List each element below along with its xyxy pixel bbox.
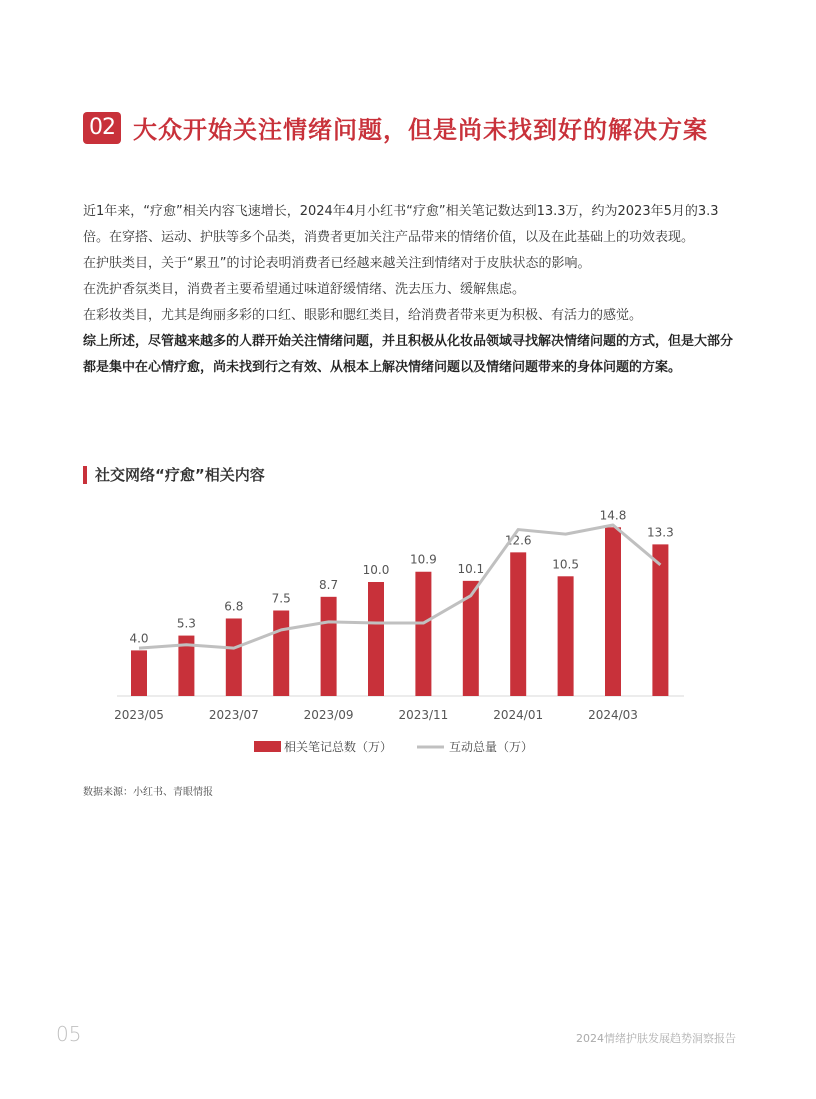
section-heading xyxy=(83,110,708,145)
bar-value-label: 5.3 xyxy=(176,616,196,631)
bar-value-label: 4.0 xyxy=(129,631,149,646)
conclusion-paragraph: 综上所述，尽管越来越多的人群开始关注情绪问题，并且积极从化妆品领域寻找解决情绪问题的方式，但是大部分都是集中在心情疗愈，尚未找到行之有效、从根本上解决情绪问题以及情绪问题带来的身体问题的方案。 xyxy=(83,334,734,375)
bar-value-label: 10.9 xyxy=(410,552,437,567)
bar xyxy=(605,527,621,696)
bar-value-label: 6.8 xyxy=(224,599,244,614)
paragraph: 在护肤类目，关于“累丑”的讨论表明消费者已经越来越关注到情绪对于皮肤状态的影响。 xyxy=(83,256,591,271)
legend-bar-swatch xyxy=(254,741,281,752)
page-number: 05 xyxy=(56,1022,82,1046)
x-tick-label: 2023/09 xyxy=(303,708,354,722)
bar xyxy=(558,576,574,696)
x-tick-label: 2023/07 xyxy=(208,708,259,722)
bar-value-label: 8.7 xyxy=(319,577,339,592)
bar xyxy=(321,597,337,696)
paragraph: 在彩妆类目，尤其是绚丽多彩的口红、眼影和腮红类目，给消费者带来更为积极、有活力的感觉。 xyxy=(83,308,643,323)
body-text xyxy=(83,199,743,381)
line-series xyxy=(139,525,660,648)
bar-value-label: 7.5 xyxy=(271,591,291,606)
x-tick-label: 2024/03 xyxy=(588,708,638,722)
chart-heading-text: 社交网络“疗愈”相关内容 xyxy=(95,466,265,484)
heading-accent-bar xyxy=(83,466,87,484)
bar-value-label: 13.3 xyxy=(647,525,674,540)
x-tick-label: 2023/11 xyxy=(398,708,449,722)
bar-value-label: 12.6 xyxy=(504,533,532,548)
bar xyxy=(131,650,147,696)
bar xyxy=(415,572,431,696)
paragraph: 近1年来，“疗愈”相关内容飞速增长，2024年4月小红书“疗愈”相关笔记数达到13.3万，约为2023年5月的3.3倍。在穿搭、运动、护肤等多个品类，消费者更加关注产品带来的情绪价值，以及在此基础上的功效表现。 xyxy=(83,204,719,245)
paragraph: 在洗护香氛类目，消费者主要希望通过味道舒缓情绪、洗去压力、缓解焦虑。 xyxy=(83,282,526,297)
legend-bar-label: 相关笔记总数（万） xyxy=(284,740,393,754)
section-title: 大众开始关注情绪问题，但是尚未找到好的解决方案 xyxy=(133,116,708,144)
data-source: 数据来源：小红书、青眼情报 xyxy=(83,787,213,798)
bar-value-label: 14.8 xyxy=(599,508,627,523)
bar xyxy=(273,611,289,697)
x-tick-label: 2024/01 xyxy=(493,708,544,722)
x-tick-label: 2023/05 xyxy=(114,708,164,722)
bar-value-label: 10.5 xyxy=(552,557,579,572)
section-number-badge: 02 xyxy=(83,112,121,144)
bar xyxy=(226,618,242,696)
footer-title: 2024情绪护肤发展趋势洞察报告 xyxy=(576,1032,736,1045)
combo-chart xyxy=(0,490,816,770)
bar xyxy=(510,552,526,696)
bar xyxy=(368,582,384,696)
chart-heading xyxy=(83,464,265,485)
legend-line-label: 互动总量（万） xyxy=(449,740,534,754)
bar-value-label: 10.1 xyxy=(457,561,485,576)
bar xyxy=(652,544,668,696)
bar-value-label: 10.0 xyxy=(362,563,390,577)
